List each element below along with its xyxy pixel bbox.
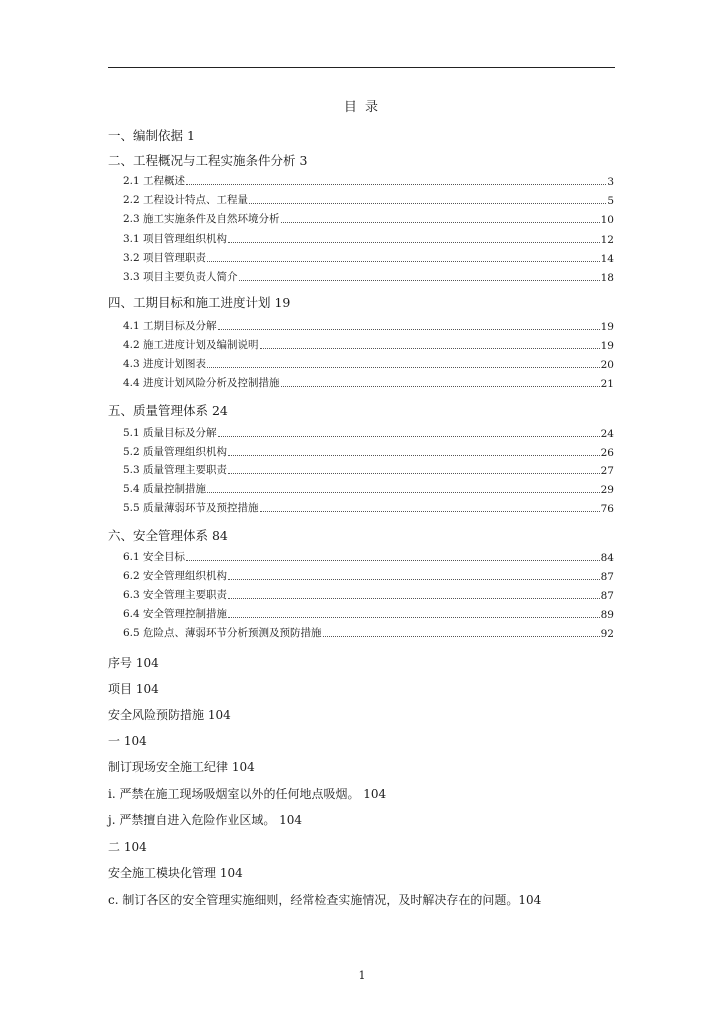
toc-entry-page: 27 — [600, 465, 614, 477]
dot-leader — [260, 348, 600, 349]
toc-entry-page: 14 — [600, 253, 614, 265]
dot-leader — [218, 436, 600, 437]
toc-entry[interactable] — [123, 232, 614, 246]
toc-entry-page: 10 — [600, 214, 614, 226]
toc-entry-label: 4.4 进度计划风险分析及控制措施 — [123, 377, 280, 389]
toc-entry-label: 6.5 危险点、薄弱环节分析预测及预防措施 — [123, 627, 322, 639]
toc-entry-label: 3.1 项目管理组织机构 — [123, 233, 228, 245]
toc-entry-page: 19 — [600, 340, 614, 352]
dot-leader — [228, 455, 600, 456]
toc-entry-page: 24 — [600, 428, 614, 440]
toc-entry-page: 92 — [600, 628, 614, 640]
tail-item: c. 制订各区的安全管理实施细则，经常检查实施情况，及时解决存在的问题。104 — [108, 893, 542, 907]
toc-entry-label: 6.1 安全目标 — [123, 551, 186, 563]
toc-entry-label: 5.5 质量薄弱环节及预控措施 — [123, 502, 259, 514]
toc-entry-label: 2.1 工程概述 — [123, 175, 186, 187]
dot-leader — [228, 617, 600, 618]
toc-entry-page: 20 — [600, 359, 614, 371]
header-rule — [108, 67, 615, 68]
toc-entry-page: 87 — [600, 571, 614, 583]
toc-entry[interactable] — [123, 251, 614, 265]
tail-item: j. 严禁擅自进入危险作业区域。 104 — [108, 813, 303, 827]
toc-entry-label: 6.2 安全管理组织机构 — [123, 570, 228, 582]
toc-entry[interactable] — [123, 270, 614, 284]
tail-item: 安全施工模块化管理 104 — [108, 866, 243, 880]
toc-entry-page: 84 — [600, 552, 614, 564]
toc-entry-page: 89 — [600, 609, 614, 621]
dot-leader — [228, 473, 600, 474]
toc-entry-label: 5.4 质量控制措施 — [123, 483, 207, 495]
dot-leader — [186, 560, 600, 561]
dot-leader — [207, 367, 600, 368]
toc-entry-label: 5.2 质量管理组织机构 — [123, 446, 228, 458]
toc-entry-page: 5 — [607, 195, 614, 207]
tail-item: 二 104 — [108, 840, 147, 854]
tail-item: 一 104 — [108, 734, 147, 748]
dot-leader — [260, 511, 600, 512]
toc-entry-label: 3.3 项目主要负责人简介 — [123, 271, 238, 283]
toc-entry[interactable] — [123, 193, 614, 207]
tail-item: i. 严禁在施工现场吸烟室以外的任何地点吸烟。 104 — [108, 787, 387, 801]
dot-leader — [281, 386, 600, 387]
dot-leader — [228, 242, 600, 243]
dot-leader — [207, 261, 600, 262]
dot-leader — [239, 280, 600, 281]
toc-entry-page: 12 — [600, 234, 614, 246]
toc-entry-page: 19 — [600, 321, 614, 333]
toc-entry[interactable] — [123, 588, 614, 602]
toc-entry[interactable] — [123, 319, 614, 333]
dot-leader — [281, 222, 600, 223]
dot-leader — [228, 579, 600, 580]
toc-entry-page: 87 — [600, 590, 614, 602]
dot-leader — [218, 329, 600, 330]
toc-entry-page: 18 — [600, 272, 614, 284]
toc-entry-label: 2.3 施工实施条件及自然环境分析 — [123, 213, 280, 225]
toc-entry[interactable] — [123, 338, 614, 352]
toc-entry[interactable] — [123, 501, 614, 515]
toc-entry[interactable] — [123, 174, 614, 188]
toc-entry-page: 26 — [600, 447, 614, 459]
toc-entry[interactable] — [123, 607, 614, 621]
toc-heading: 一、编制依据 1 — [108, 128, 195, 143]
toc-heading: 五、质量管理体系 24 — [108, 403, 228, 418]
toc-entry[interactable] — [123, 445, 614, 459]
toc-entry-label: 4.3 进度计划图表 — [123, 358, 207, 370]
toc-entry[interactable] — [123, 357, 614, 371]
toc-entry-page: 3 — [607, 176, 614, 188]
toc-entry[interactable] — [123, 482, 614, 496]
tail-item: 项目 104 — [108, 682, 159, 696]
dot-leader — [323, 636, 600, 637]
toc-entry-label: 4.1 工期目标及分解 — [123, 320, 217, 332]
dot-leader — [249, 203, 606, 204]
toc-entry-label: 6.4 安全管理控制措施 — [123, 608, 228, 620]
tail-item: 制订现场安全施工纪律 104 — [108, 760, 255, 774]
page-number: 1 — [358, 969, 366, 982]
toc-entry[interactable] — [123, 550, 614, 564]
toc-entry-page: 21 — [600, 378, 614, 390]
toc-entry-label: 2.2 工程设计特点、工程量 — [123, 194, 249, 206]
toc-entry-label: 4.2 施工进度计划及编制说明 — [123, 339, 259, 351]
toc-entry[interactable] — [123, 626, 614, 640]
tail-item: 安全风险预防措施 104 — [108, 708, 231, 722]
toc-entry[interactable] — [123, 569, 614, 583]
tail-item: 序号 104 — [108, 656, 159, 670]
toc-entry[interactable] — [123, 376, 614, 390]
toc-heading: 六、安全管理体系 84 — [108, 528, 228, 543]
toc-entry-label: 5.3 质量管理主要职责 — [123, 464, 228, 476]
toc-heading: 四、工期目标和施工进度计划 19 — [108, 295, 291, 310]
toc-entry-page: 29 — [600, 484, 614, 496]
toc-entry-page: 76 — [600, 503, 614, 515]
dot-leader — [207, 492, 600, 493]
toc-entry-label: 3.2 项目管理职责 — [123, 252, 207, 264]
toc-title: 目 录 — [343, 100, 381, 115]
toc-entry[interactable] — [123, 426, 614, 440]
toc-entry[interactable] — [123, 212, 614, 226]
dot-leader — [228, 598, 600, 599]
toc-entry-label: 5.1 质量目标及分解 — [123, 427, 217, 439]
toc-entry-label: 6.3 安全管理主要职责 — [123, 589, 228, 601]
toc-heading: 二、工程概况与工程实施条件分析 3 — [108, 153, 308, 168]
dot-leader — [186, 184, 606, 185]
toc-entry[interactable] — [123, 463, 614, 477]
